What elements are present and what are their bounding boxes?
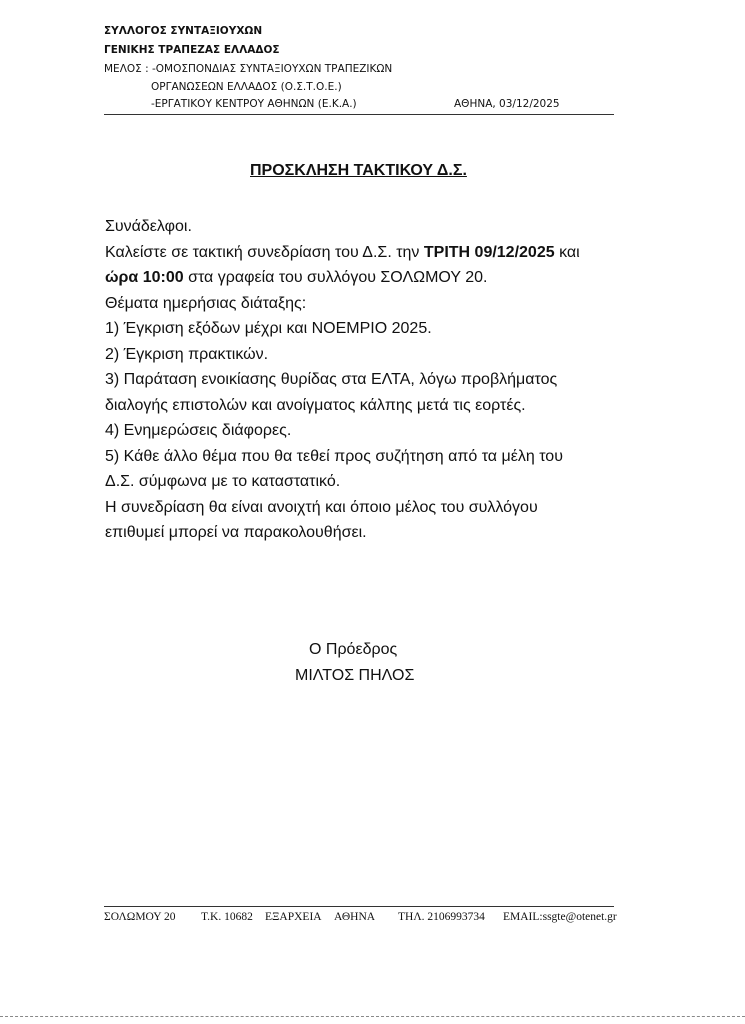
invitation-text-and: και	[554, 243, 580, 261]
greeting: Συνάδελφοι.	[105, 218, 192, 235]
footer-email: EMAIL:ssgte@otenet.gr	[503, 911, 617, 923]
agenda-item-3: 3) Παράταση ενοικίασης θυρίδας στα ΕΛΤΑ, λόγω προβλήματος	[105, 371, 558, 388]
member-line3: -ΕΡΓΑΤΙΚΟΥ ΚΕΝΤΡΟΥ ΑΘΗΝΩΝ (Ε.Κ.Α.)	[151, 98, 357, 110]
meeting-time: ώρα 10:00	[105, 269, 184, 286]
closing-line2: επιθυμεί μπορεί να παρακολουθήσει.	[105, 524, 367, 541]
footer-area: ΕΞΑΡΧΕΙΑ	[265, 911, 322, 923]
meeting-day: ΤΡΙΤΗ 09/12/2025	[423, 243, 555, 261]
agenda-heading: Θέματα ημερήσιας διάταξης:	[105, 294, 307, 312]
footer-divider	[104, 906, 614, 907]
invitation-line1	[105, 240, 580, 266]
place-date: ΑΘΗΝΑ, 03/12/2025	[454, 98, 560, 110]
agenda-item-2: 2) Έγκριση πρακτικών.	[105, 345, 269, 363]
closing-line1: Η συνεδρίαση θα είναι ανοιχτή και όποιο μέλος του συλλόγου	[105, 498, 538, 516]
agenda-item-3-cont: διαλογής επιστολών και ανοίγματος κάλπης μετά τις εορτές.	[105, 396, 526, 414]
org-name-line1: ΣΥΛΛΟΓΟΣ ΣΥΝΤΑΞΙΟΥΧΩΝ	[104, 25, 263, 37]
footer-city: ΑΘΗΝΑ	[334, 911, 376, 923]
agenda-item-5-cont: Δ.Σ. σύμφωνα με το καταστατικό.	[105, 473, 341, 490]
agenda-item-4: 4) Ενημερώσεις διάφορες.	[105, 422, 292, 439]
agenda-item-1: 1) Έγκριση εξόδων μέχρι και ΝΟΕΜΡΙΟ 2025.	[105, 320, 432, 337]
header-divider	[104, 114, 614, 115]
scan-edge-line	[0, 1016, 745, 1017]
member-line2: ΟΡΓΑΝΩΣΕΩΝ ΕΛΛΑΔΟΣ (Ο.Σ.Τ.Ο.Ε.)	[151, 81, 342, 93]
org-name-line2: ΓΕΝΙΚΗΣ ΤΡΑΠΕΖΑΣ ΕΛΛΑΔΟΣ	[104, 44, 280, 56]
page-title: ΠΡΟΣΚΛΗΣΗ ΤΑΚΤΙΚΟΥ Δ.Σ.	[250, 162, 467, 179]
footer-phone: ΤΗΛ. 2106993734	[398, 911, 485, 923]
footer-postal-code: Τ.Κ. 10682	[201, 911, 253, 923]
signature-name: ΜΙΛΤΟΣ ΠΗΛΟΣ	[295, 667, 415, 684]
agenda-item-5: 5) Κάθε άλλο θέμα που θα τεθεί προς συζήτηση από τα μέλη του	[105, 447, 563, 465]
invitation-text: Καλείστε σε τακτική συνεδρίαση του Δ.Σ. την	[105, 243, 424, 261]
invitation-line2	[105, 265, 580, 291]
signature-role: Ο Πρόεδρος	[309, 641, 398, 658]
letter-body	[105, 214, 580, 546]
member-line1: ΜΕΛΟΣ : -ΟΜΟΣΠΟΝΔΙΑΣ ΣΥΝΤΑΞΙΟΥΧΩΝ ΤΡΑΠΕΖΙΚΩΝ	[104, 63, 393, 75]
meeting-place: στα γραφεία του συλλόγου ΣΟΛΩΜΟΥ 20.	[183, 269, 488, 286]
footer-address: ΣΟΛΩΜΟΥ 20	[104, 911, 176, 923]
